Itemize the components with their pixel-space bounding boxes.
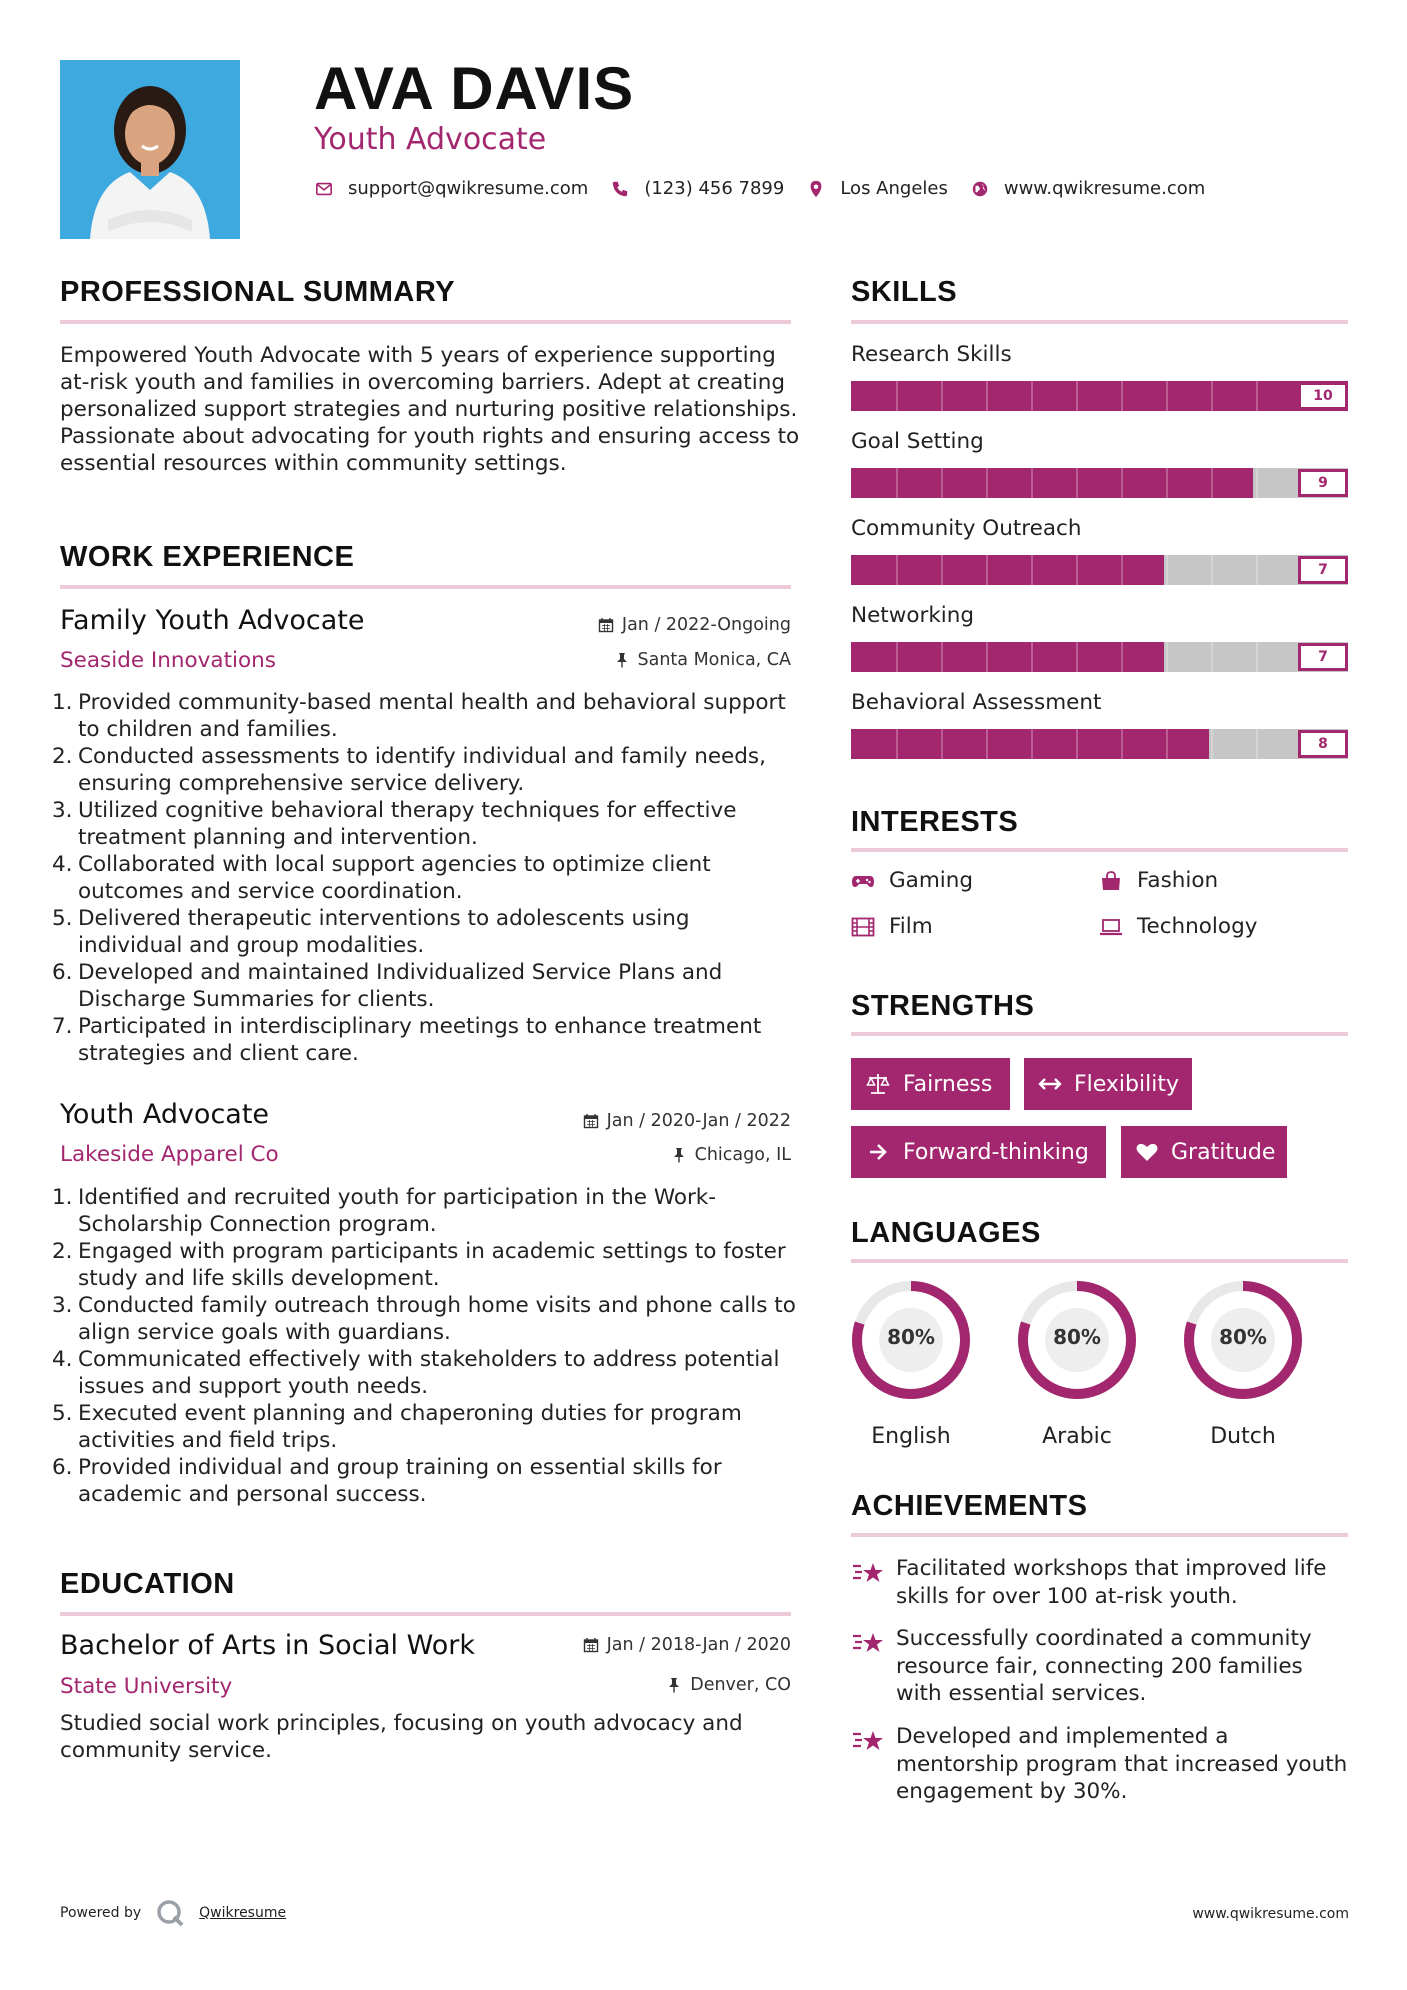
shopping-bag-icon	[1099, 870, 1125, 892]
list-item: 5. Delivered therapeutic interventions to adolescents using individual and group modalities.	[52, 906, 690, 958]
skill-bar-segment	[1166, 468, 1168, 498]
language-item	[1181, 1278, 1305, 1449]
skill-bar	[851, 642, 1348, 672]
shooting-star-icon	[851, 1557, 885, 1587]
skill-label: Behavioral Assessment	[851, 690, 1102, 715]
job-company: Seaside Innovations	[60, 648, 276, 673]
skills-rule	[851, 320, 1348, 324]
skill-bar-segment	[1211, 381, 1213, 411]
skill-score-badge: 7	[1298, 556, 1348, 584]
skill-bar-segment	[1031, 555, 1033, 585]
list-item: 4. Collaborated with local support agencies to optimize client outcomes and service coordination.	[52, 852, 711, 904]
skill-bar-segment	[1076, 381, 1078, 411]
skill-bar-segment	[1121, 555, 1123, 585]
list-item: 3. Conducted family outreach through home visits and phone calls to align service goals with guardians.	[52, 1293, 796, 1345]
achievement-item	[851, 1555, 1351, 1610]
skill-bar-segment	[896, 642, 898, 672]
email-text: support@qwikresume.com	[348, 178, 589, 199]
skill-bar-segment	[1256, 468, 1258, 498]
interests-heading: INTERESTS	[851, 806, 1019, 838]
language-name: English	[871, 1424, 951, 1449]
strength-label: Flexibility	[1074, 1071, 1179, 1097]
interest-label: Technology	[1137, 914, 1258, 939]
job-bullets	[52, 1184, 797, 1508]
skill-bar-segment	[1211, 555, 1213, 585]
skill-bar-segment	[896, 468, 898, 498]
skill-bar-segment	[986, 642, 988, 672]
job-date	[598, 615, 791, 635]
pin-icon	[666, 1677, 682, 1693]
job-title: Family Youth Advocate	[60, 605, 365, 636]
summary-text: Empowered Youth Advocate with 5 years of experience supporting at-risk youth and families in overcoming barriers. Adept at creating personalized support strategies and nurturing positive relationships. Passionate about advocating for youth rights and ensuring access to essential resources within community settings.	[60, 343, 800, 476]
strength-tag-forward-thinking	[851, 1126, 1106, 1178]
summary-rule	[60, 320, 791, 324]
interest-label: Fashion	[1137, 868, 1219, 893]
job-location-text: Chicago, IL	[694, 1145, 791, 1165]
skill-bar-segment	[896, 729, 898, 759]
pin-icon	[614, 652, 630, 668]
skill-bar-segment	[1211, 642, 1213, 672]
job-date	[583, 1111, 791, 1131]
arrows-horizontal-icon	[1038, 1073, 1062, 1095]
language-item	[849, 1278, 973, 1449]
strength-tag-flexibility	[1024, 1058, 1192, 1110]
languages-rule	[851, 1259, 1348, 1263]
strength-label: Forward-thinking	[903, 1139, 1089, 1165]
education-date	[583, 1635, 791, 1655]
location-text: Los Angeles	[840, 178, 948, 199]
contact-email[interactable]	[314, 178, 588, 199]
skill-bar-segment	[1256, 642, 1258, 672]
job-location	[671, 1145, 791, 1165]
strength-tag-fairness	[851, 1058, 1010, 1110]
list-item: 1. Provided community-based mental health and behavioral support to children and families.	[52, 690, 786, 742]
skill-bar-segment	[1166, 555, 1168, 585]
skill-bar-segment	[986, 729, 988, 759]
interest-fashion	[1099, 868, 1218, 893]
skill-bar-segment	[941, 642, 943, 672]
skill-score-badge: 10	[1298, 382, 1348, 410]
contact-phone[interactable]	[610, 178, 784, 199]
achievement-item	[851, 1625, 1351, 1708]
footer-website[interactable]: www.qwikresume.com	[1192, 1906, 1349, 1922]
candidate-name: AVA DAVIS	[314, 55, 635, 122]
education-rule	[60, 1612, 791, 1616]
strengths-heading: STRENGTHS	[851, 990, 1035, 1022]
laptop-icon	[1099, 916, 1125, 938]
skill-score-badge: 8	[1298, 730, 1348, 758]
skill-bar-segment	[1256, 381, 1258, 411]
education-date-text: Jan / 2018-Jan / 2020	[606, 1635, 791, 1655]
phone-icon	[610, 179, 630, 199]
powered-by-text: Powered by	[60, 1905, 142, 1921]
experience-rule	[60, 585, 791, 589]
film-icon	[851, 916, 877, 938]
list-item: 7. Participated in interdisciplinary meetings to enhance treatment strategies and client care.	[52, 1014, 762, 1066]
skill-label: Research Skills	[851, 342, 1012, 367]
language-percent: 80%	[1219, 1325, 1267, 1349]
degree-title: Bachelor of Arts in Social Work	[60, 1630, 475, 1661]
skill-bar-segment	[941, 555, 943, 585]
interest-label: Film	[889, 914, 933, 939]
language-item	[1015, 1278, 1139, 1449]
skill-label: Community Outreach	[851, 516, 1082, 541]
skill-bar-segment	[1076, 642, 1078, 672]
skill-bar-segment	[1211, 468, 1213, 498]
skill-bar-fill	[851, 381, 1348, 411]
skill-bar-segment	[1031, 729, 1033, 759]
skill-bar-segment	[986, 468, 988, 498]
calendar-icon	[598, 617, 614, 633]
achievements-rule	[851, 1533, 1348, 1537]
strength-tag-gratitude	[1121, 1126, 1287, 1178]
skill-bar	[851, 381, 1348, 411]
skill-score-badge: 9	[1298, 469, 1348, 497]
skill-bar-segment	[986, 381, 988, 411]
skill-bar-segment	[1211, 729, 1213, 759]
shooting-star-icon	[851, 1627, 885, 1657]
balance-scale-icon	[865, 1073, 891, 1095]
list-item: 6. Developed and maintained Individualized Service Plans and Discharge Summaries for clients.	[52, 960, 723, 1012]
calendar-icon	[583, 1637, 599, 1653]
interest-film	[851, 914, 933, 939]
list-item: 5. Executed event planning and chaperoning duties for program activities and field trips.	[52, 1401, 742, 1453]
school-name: State University	[60, 1674, 233, 1699]
skill-bar-segment	[986, 555, 988, 585]
achievement-text: Developed and implemented a mentorship program that increased youth engagement by 30%.	[896, 1724, 1348, 1804]
skill-bar	[851, 555, 1348, 585]
skill-bar-segment	[941, 381, 943, 411]
language-percent: 80%	[1053, 1325, 1101, 1349]
skills-heading: SKILLS	[851, 276, 958, 308]
interests-rule	[851, 848, 1348, 852]
profile-photo	[60, 60, 240, 239]
heart-icon	[1135, 1141, 1159, 1163]
education-heading: EDUCATION	[60, 1568, 235, 1600]
footer-powered-by	[60, 1898, 286, 1928]
gamepad-icon	[851, 870, 877, 892]
list-item: 2. Conducted assessments to identify individual and family needs, ensuring comprehensive service delivery.	[52, 744, 766, 796]
globe-icon	[970, 179, 990, 199]
skill-bar-segment	[896, 555, 898, 585]
education-location	[666, 1675, 791, 1695]
skill-bar-segment	[1031, 468, 1033, 498]
website-text: www.qwikresume.com	[1003, 178, 1206, 199]
list-item: 4. Communicated effectively with stakeholders to address potential issues and support youth needs.	[52, 1347, 780, 1399]
candidate-role: Youth Advocate	[314, 122, 547, 157]
arrow-right-icon	[865, 1141, 891, 1163]
job-location-text: Santa Monica, CA	[637, 650, 791, 670]
job-date-text: Jan / 2022-Ongoing	[621, 615, 791, 635]
skill-bar-segment	[1076, 729, 1078, 759]
skill-bar-segment	[941, 729, 943, 759]
skill-bar-segment	[1076, 555, 1078, 585]
calendar-icon	[583, 1113, 599, 1129]
strengths-rule	[851, 1032, 1348, 1036]
skill-bar-segment	[1121, 381, 1123, 411]
contact-website[interactable]	[970, 178, 1205, 199]
language-percent: 80%	[887, 1325, 935, 1349]
skill-label: Goal Setting	[851, 429, 984, 454]
envelope-icon	[314, 179, 334, 199]
skill-bar-segment	[1166, 642, 1168, 672]
phone-text: (123) 456 7899	[644, 178, 785, 199]
skill-bar-segment	[1031, 642, 1033, 672]
list-item: 3. Utilized cognitive behavioral therapy techniques for effective treatment planning and intervention.	[52, 798, 737, 850]
experience-heading: WORK EXPERIENCE	[60, 541, 355, 573]
achievement-text: Successfully coordinated a community resource fair, connecting 200 families with essential services.	[896, 1626, 1312, 1706]
map-marker-icon	[806, 179, 826, 199]
list-item: 2. Engaged with program participants in academic settings to foster study and life skills development.	[52, 1239, 786, 1291]
languages-heading: LANGUAGES	[851, 1217, 1041, 1249]
strength-label: Gratitude	[1171, 1139, 1276, 1165]
job-bullets	[52, 689, 797, 1067]
skill-bar-segment	[1076, 468, 1078, 498]
list-item: 6. Provided individual and group training on essential skills for academic and personal success.	[52, 1455, 722, 1507]
interest-label: Gaming	[889, 868, 974, 893]
skill-bar-fill	[851, 729, 1209, 759]
skill-bar-segment	[1121, 642, 1123, 672]
contact-bar	[314, 178, 1227, 199]
skill-label: Networking	[851, 603, 975, 628]
interest-technology	[1099, 914, 1257, 939]
skill-bar-segment	[1256, 555, 1258, 585]
job-location	[614, 650, 792, 670]
skill-bar-segment	[1031, 381, 1033, 411]
skill-bar-segment	[1121, 468, 1123, 498]
skill-bar-segment	[1121, 729, 1123, 759]
skill-bar-segment	[1166, 381, 1168, 411]
skill-bar	[851, 468, 1348, 498]
education-description: Studied social work principles, focusing on youth advocacy and community service.	[60, 1711, 743, 1763]
skill-bar-segment	[941, 468, 943, 498]
shooting-star-icon	[851, 1725, 885, 1755]
qwikresume-logo-icon	[155, 1898, 185, 1928]
skill-score-badge: 7	[1298, 643, 1348, 671]
achievements-heading: ACHIEVEMENTS	[851, 1490, 1088, 1522]
education-location-text: Denver, CO	[690, 1675, 791, 1695]
strength-label: Fairness	[903, 1071, 993, 1097]
job-date-text: Jan / 2020-Jan / 2022	[606, 1111, 791, 1131]
qwikresume-link[interactable]: Qwikresume	[199, 1905, 287, 1921]
job-company: Lakeside Apparel Co	[60, 1142, 279, 1167]
skill-bar-segment	[896, 381, 898, 411]
skill-bar	[851, 729, 1348, 759]
achievement-text: Facilitated workshops that improved life skills for over 100 at-risk youth.	[896, 1556, 1327, 1609]
contact-location	[806, 178, 948, 199]
summary-heading: PROFESSIONAL SUMMARY	[60, 276, 456, 308]
language-name: Arabic	[1042, 1424, 1112, 1449]
list-item: 1. Identified and recruited youth for participation in the Work-Scholarship Connection program.	[52, 1185, 717, 1237]
achievement-item	[851, 1723, 1351, 1806]
language-name: Dutch	[1210, 1424, 1276, 1449]
job-title: Youth Advocate	[60, 1099, 270, 1130]
skill-bar-fill	[851, 468, 1253, 498]
pin-icon	[671, 1147, 687, 1163]
skill-bar-segment	[1256, 729, 1258, 759]
interest-gaming	[851, 868, 973, 893]
skill-bar-segment	[1166, 729, 1168, 759]
